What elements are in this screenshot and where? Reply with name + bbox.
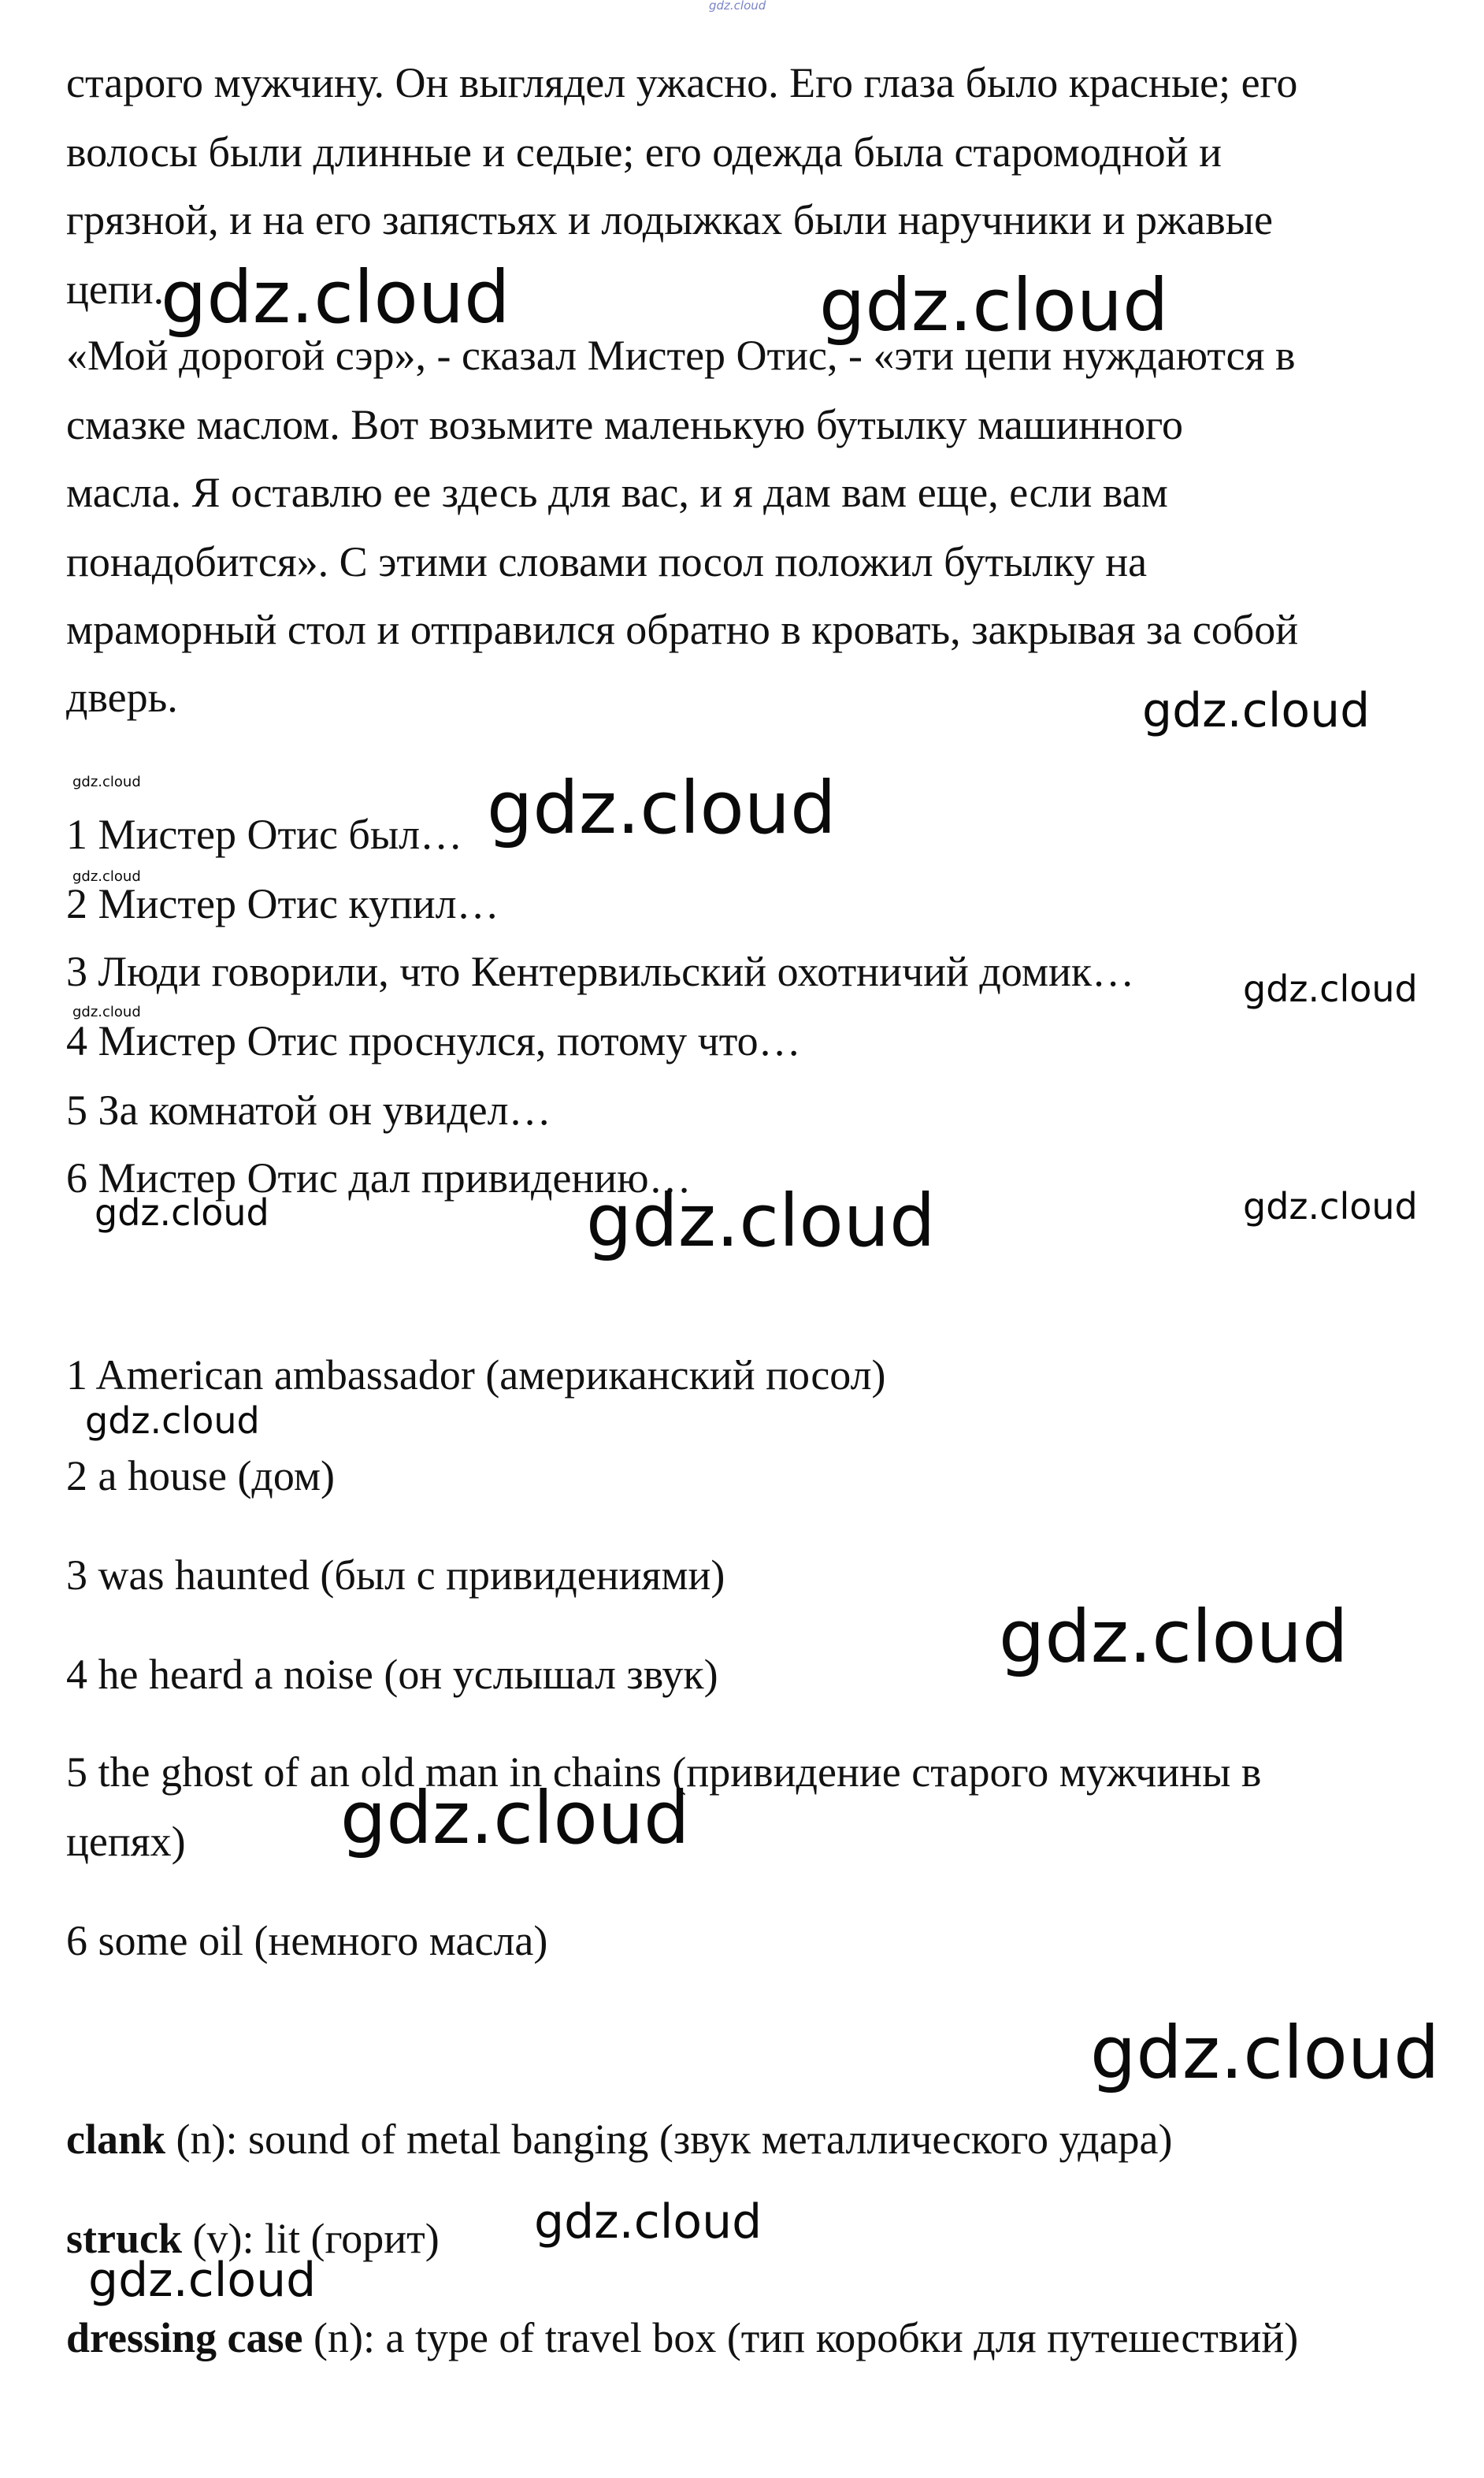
watermark: gdz.cloud	[95, 1191, 269, 1234]
watermark: gdz.cloud	[72, 1004, 141, 1020]
glossary-entry	[66, 2316, 1298, 2359]
story-line: старого мужчину. Он выглядел ужасно. Его глаза было красные; его	[66, 59, 1298, 106]
story-line: «Мой дорогой сэр», - сказал Мистер Отис, - «эти цепи нуждаются в	[66, 332, 1296, 379]
watermark: gdz.cloud	[819, 263, 1169, 347]
answer-item: цепях)	[66, 1818, 186, 1865]
watermark: gdz.cloud	[88, 2253, 317, 2308]
story-line: грязной, и на его запястьях и лодыжках были наручники и ржавые	[66, 196, 1274, 243]
story-line: понадобится». С этими словами посол положил бутылку на	[66, 538, 1148, 585]
glossary-term: struck	[66, 2215, 182, 2262]
watermark: gdz.cloud	[340, 1776, 690, 1860]
watermark: gdz.cloud	[999, 1595, 1349, 1679]
story-line: волосы были длинные и седые; его одежда была старомодной и	[66, 128, 1222, 176]
watermark: gdz.cloud	[1243, 968, 1418, 1010]
story-line: дверь.	[66, 674, 178, 721]
watermark: gdz.cloud	[709, 0, 766, 13]
story-line: цепи.	[66, 266, 165, 313]
watermark: gdz.cloud	[586, 1179, 936, 1263]
watermark: gdz.cloud	[72, 774, 141, 790]
watermark: gdz.cloud	[1243, 1185, 1418, 1228]
glossary-definition: (n): a type of travel box (тип коробки для путешествий)	[302, 2314, 1299, 2361]
question-item: 2 Мистер Отис купил…	[66, 880, 499, 927]
question-item: 4 Мистер Отис проснулся, потому что…	[66, 1017, 801, 1064]
question-item: 5 За комнатой он увидел…	[66, 1087, 551, 1134]
answer-item: 3 was haunted (был с привидениями)	[66, 1551, 725, 1599]
story-line: масла. Я оставлю ее здесь для вас, и я дам вам еще, если вам	[66, 469, 1168, 516]
watermark: gdz.cloud	[161, 255, 510, 340]
glossary-definition: (v): lit (горит)	[182, 2215, 440, 2262]
glossary-entry	[66, 2116, 1173, 2163]
watermark: gdz.cloud	[85, 1399, 260, 1442]
watermark: gdz.cloud	[534, 2194, 762, 2250]
watermark: gdz.cloud	[72, 868, 141, 885]
answer-item: 4 he heard a noise (он услышал звук)	[66, 1651, 718, 1698]
watermark: gdz.cloud	[1090, 2011, 1440, 2095]
question-item: 3 Люди говорили, что Кентервильский охотничий домик…	[66, 948, 1135, 995]
question-item: 1 Мистер Отис был…	[66, 811, 463, 858]
glossary-definition: (n): sound of metal banging (звук металлического удара)	[165, 2116, 1173, 2163]
story-line: мраморный стол и отправился обратно в кровать, закрывая за собой	[66, 606, 1299, 653]
watermark: gdz.cloud	[487, 766, 837, 850]
watermark: gdz.cloud	[1142, 683, 1371, 738]
answer-item: 2 a house (дом)	[66, 1452, 336, 1499]
answer-item: 6 some oil (немного масла)	[66, 1917, 548, 1964]
glossary-term: dressing case	[66, 2314, 303, 2361]
glossary-term: clank	[66, 2116, 166, 2163]
story-line: смазке маслом. Вот возьмите маленькую бутылку машинного	[66, 401, 1183, 448]
answer-item: 5 the ghost of an old man in chains (привидение старого мужчины в	[66, 1748, 1262, 1796]
answer-item: 1 American ambassador (американский посол)	[66, 1351, 886, 1399]
question-item: 6 Мистер Отис дал привидению…	[66, 1154, 692, 1202]
